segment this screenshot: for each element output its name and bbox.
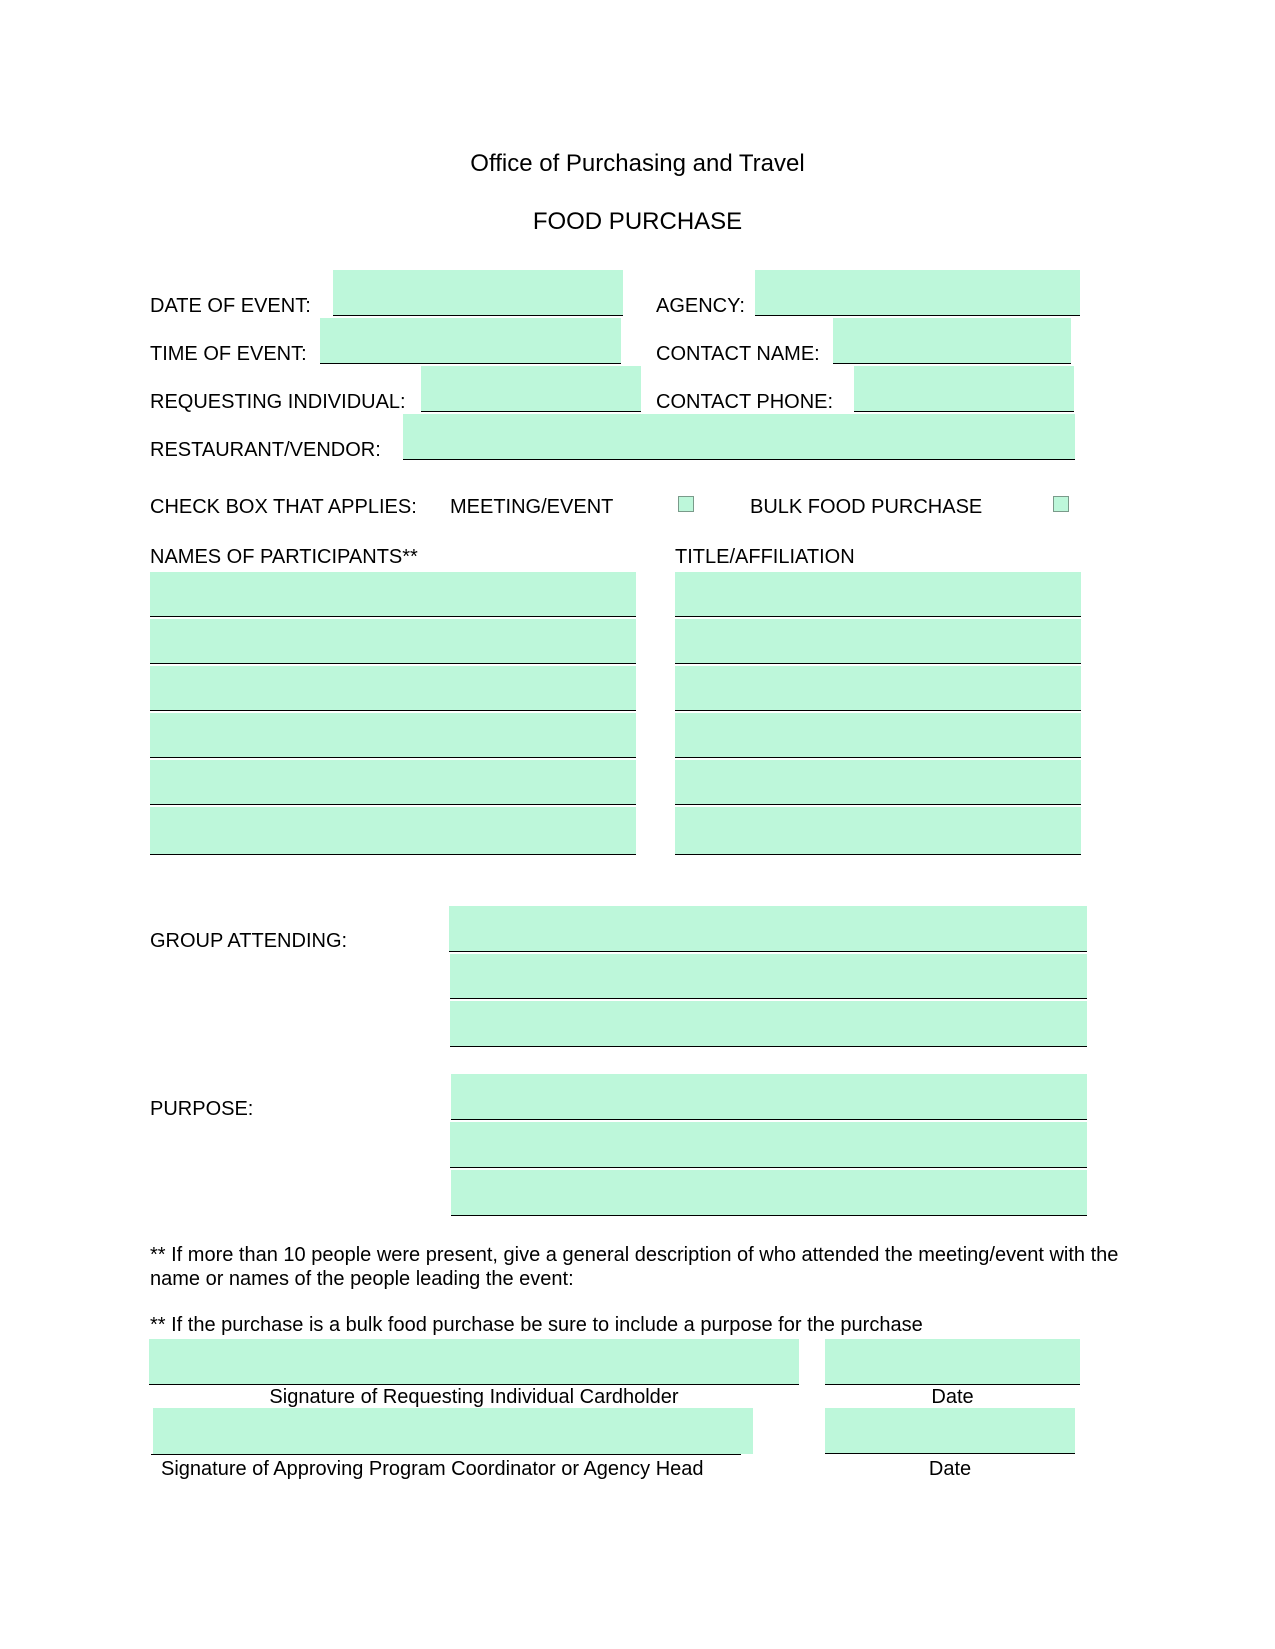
purpose-field-3[interactable] — [451, 1170, 1087, 1216]
bulk-food-checkbox[interactable] — [1053, 496, 1069, 512]
participant-name-field-5[interactable] — [150, 760, 636, 805]
participant-name-field-6[interactable] — [150, 807, 636, 855]
group-attending-field-1[interactable] — [449, 906, 1087, 952]
participant-title-field-2[interactable] — [675, 619, 1081, 664]
requesting-signature-caption: Signature of Requesting Individual Cardholder — [269, 1386, 679, 1408]
participant-title-field-6[interactable] — [675, 807, 1081, 855]
participant-title-field-4[interactable] — [675, 713, 1081, 758]
requesting-signature-field[interactable] — [149, 1339, 799, 1385]
approving-date-caption: Date — [928, 1458, 972, 1480]
approving-date-field[interactable] — [825, 1408, 1075, 1454]
participant-name-field-3[interactable] — [150, 666, 636, 711]
contact-name-label: CONTACT NAME: — [656, 343, 820, 365]
check-box-label: CHECK BOX THAT APPLIES: — [150, 496, 417, 518]
group-attending-label: GROUP ATTENDING: — [150, 930, 348, 952]
participant-name-field-1[interactable] — [150, 572, 636, 617]
requesting-date-field[interactable] — [825, 1339, 1080, 1385]
requesting-individual-label: REQUESTING INDIVIDUAL: — [150, 391, 406, 413]
participant-name-field-2[interactable] — [150, 619, 636, 664]
contact-phone-field[interactable] — [854, 366, 1074, 412]
time-of-event-label: TIME OF EVENT: — [150, 343, 307, 365]
participant-name-field-4[interactable] — [150, 713, 636, 758]
agency-label: AGENCY: — [656, 295, 745, 317]
group-attending-field-3[interactable] — [450, 1001, 1087, 1047]
form-title: FOOD PURCHASE — [532, 208, 743, 235]
bulk-food-label: BULK FOOD PURCHASE — [750, 496, 983, 518]
meeting-event-label: MEETING/EVENT — [450, 496, 614, 518]
note-more-than-10: ** If more than 10 people were present, give a general description of who attended the meeting/event with the name or names of the people leading the event: — [150, 1244, 1119, 1290]
participant-title-field-1[interactable] — [675, 572, 1081, 617]
purpose-field-2[interactable] — [450, 1122, 1087, 1168]
group-attending-field-2[interactable] — [450, 954, 1087, 999]
meeting-event-checkbox[interactable] — [678, 496, 694, 512]
note-bulk-purchase: ** If the purchase is a bulk food purchase be sure to include a purpose for the purchase — [150, 1314, 923, 1336]
approving-signature-caption: Signature of Approving Program Coordinator or Agency Head — [161, 1458, 704, 1480]
restaurant-vendor-label: RESTAURANT/VENDOR: — [150, 439, 381, 461]
date-of-event-label: DATE OF EVENT: — [150, 295, 311, 317]
date-of-event-field[interactable] — [333, 270, 623, 316]
contact-name-field[interactable] — [833, 318, 1071, 364]
purpose-field-1[interactable] — [451, 1074, 1087, 1120]
contact-phone-label: CONTACT PHONE: — [656, 391, 834, 413]
title-affiliation-label: TITLE/AFFILIATION — [675, 546, 855, 568]
approving-signature-line — [151, 1454, 741, 1455]
names-of-participants-label: NAMES OF PARTICIPANTS** — [150, 546, 418, 568]
agency-field[interactable] — [755, 270, 1080, 316]
requesting-individual-field[interactable] — [421, 366, 641, 412]
office-title: Office of Purchasing and Travel — [470, 150, 805, 177]
participant-title-field-5[interactable] — [675, 760, 1081, 805]
purpose-label: PURPOSE: — [150, 1098, 254, 1120]
approving-signature-field[interactable] — [153, 1408, 753, 1454]
restaurant-vendor-field[interactable] — [403, 414, 1075, 460]
time-of-event-field[interactable] — [320, 318, 621, 364]
participant-title-field-3[interactable] — [675, 666, 1081, 711]
requesting-date-caption: Date — [931, 1386, 974, 1408]
